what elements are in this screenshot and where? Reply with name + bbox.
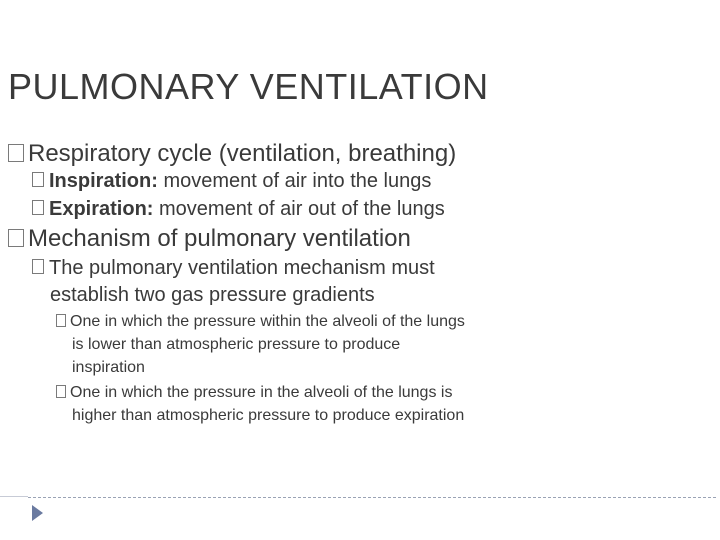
bullet-expiration: [32, 198, 445, 221]
bullet-mechanism: [8, 225, 411, 253]
square-bullet-icon: [32, 259, 44, 274]
bullet-text: Respiratory cycle (ventilation, breathing): [28, 140, 457, 167]
bullet-text: movement of air out of the lungs: [153, 198, 445, 220]
right-triangle-nav-icon[interactable]: [32, 505, 43, 521]
bullet-text: movement of air into the lungs: [157, 170, 432, 192]
bullet-lower-pressure: [56, 313, 465, 331]
slide-title: PULMONARY VENTILATION: [8, 66, 489, 107]
bullet-text-line1: One in which the pressure in the alveoli of the lungs is: [70, 384, 453, 401]
square-bullet-icon: [32, 200, 44, 215]
bullet-term: Expiration:: [49, 198, 154, 220]
bullet-text-line2: is lower than atmospheric pressure to produce: [72, 336, 401, 353]
bullet-inspiration: [32, 170, 431, 193]
bullet-text-line1: The pulmonary ventilation mechanism must: [49, 257, 435, 279]
square-bullet-icon: [56, 314, 66, 327]
bullet-term: Inspiration:: [49, 170, 158, 192]
bullet-text-line2: establish two gas pressure gradients: [50, 284, 375, 306]
bullet-text-line2: higher than atmospheric pressure to produce expiration: [72, 407, 465, 424]
bullet-text-line3: inspiration: [72, 359, 145, 376]
square-bullet-icon: [32, 172, 44, 187]
footer-divider: [28, 497, 716, 498]
square-bullet-icon: [8, 144, 24, 162]
square-bullet-icon: [8, 229, 24, 247]
bullet-higher-pressure: [56, 384, 452, 402]
bullet-gradients: [32, 257, 435, 280]
square-bullet-icon: [56, 385, 66, 398]
footer-corner-line: [0, 496, 28, 497]
bullet-text-line1: One in which the pressure within the alveoli of the lungs: [70, 313, 465, 330]
bullet-respiratory-cycle: [8, 140, 456, 168]
bullet-text: Mechanism of pulmonary ventilation: [28, 225, 411, 252]
